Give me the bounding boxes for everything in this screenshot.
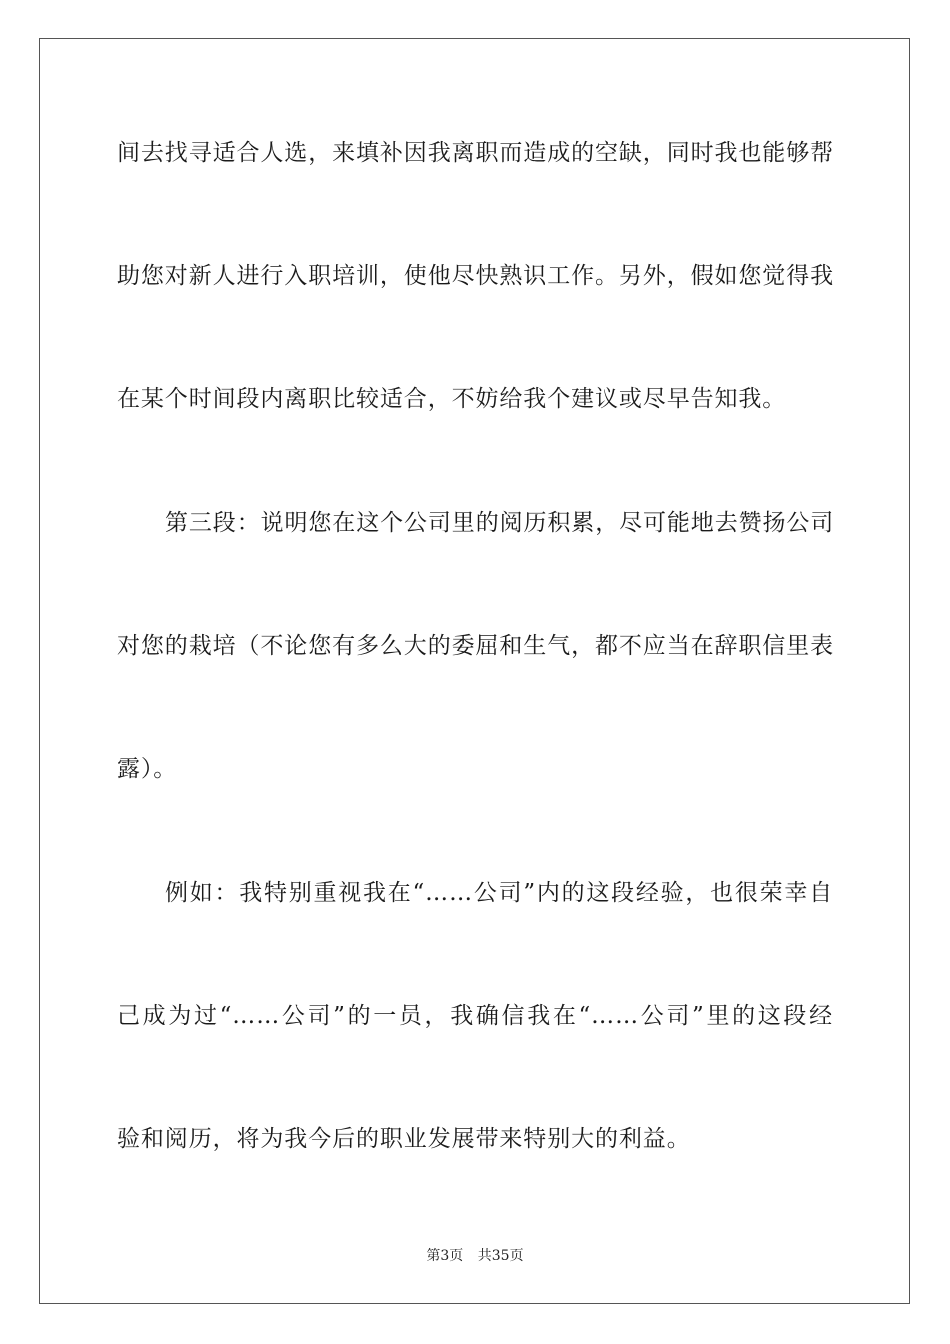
text-line-1: 间去找寻适合人选，来填补因我离职而造成的空缺，同时我也能够帮 — [117, 140, 834, 166]
text-line-8: 己成为过“……公司”的一员，我确信我在“……公司”里的这段经 — [117, 1003, 833, 1029]
paragraph-3-heading-line: 第三段：说明您在这个公司里的阅历积累，尽可能地去赞扬公司 — [165, 510, 835, 536]
page-footer — [0, 1247, 950, 1265]
text-line-5: 对您的栽培（不论您有多么大的委屈和生气，都不应当在辞职信里表 — [117, 633, 834, 659]
text-line-9: 验和阅历，将为我今后的职业发展带来特别大的利益。 — [117, 1126, 691, 1152]
page-border — [39, 38, 910, 1304]
page-number: 第3页 — [426, 1248, 464, 1264]
text-line-2: 助您对新人进行入职培训，使他尽快熟识工作。另外，假如您觉得我 — [117, 263, 834, 289]
text-line-3: 在某个时间段内离职比较适合，不妨给我个建议或尽早告知我。 — [117, 386, 787, 412]
total-pages: 共35页 — [477, 1248, 524, 1264]
example-paragraph-line: 例如：我特别重视我在“……公司”内的这段经验，也很荣幸自 — [165, 880, 833, 906]
text-line-6: 露）。 — [117, 756, 178, 782]
